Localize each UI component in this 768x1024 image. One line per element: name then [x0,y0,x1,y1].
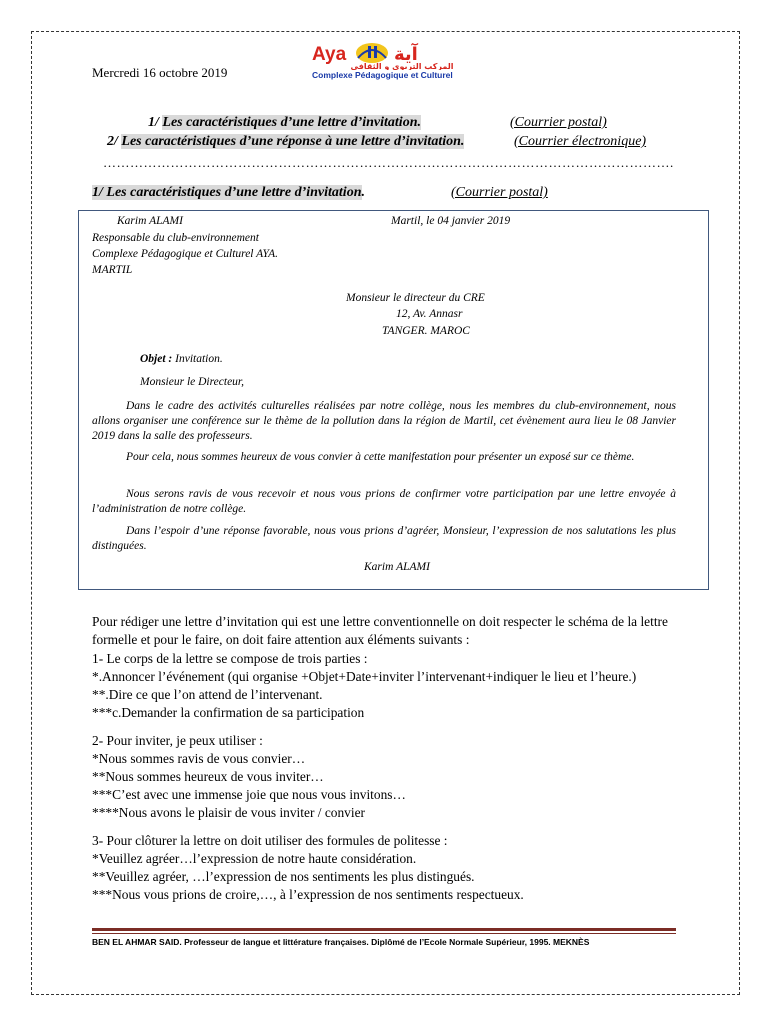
section-1-heading: 1/ Les caractéristiques d’une lettre d’invitation. [92,185,365,200]
dotted-separator: ………………………………………………………………………………………………………………. [103,155,674,170]
letter-recipient-address: 12, Av. Annasr [396,308,463,320]
list-item: **Veuillez agréer, …l’expression de nos sentiments les plus distingués. [92,869,475,884]
letter-salutation: Monsieur le Directeur, [140,376,245,388]
title-item-2-type: (Courrier électronique) [514,134,647,149]
letter-paragraph-4: Dans l’espoir d’une réponse favorable, nous vous prions d’agréer, Monsieur, l’expression de nos salutations les plus distinguées. [92,525,676,552]
list-item: 2- Pour inviter, je peux utiliser : [92,733,263,748]
list-item: *Nous sommes ravis de vous convier… [92,751,306,766]
list-item: *Veuillez agréer…l’expression de notre haute considération. [92,851,417,866]
letter-sender-name: Karim ALAMI [117,215,183,227]
explanation-group-1 [92,650,682,722]
title-item-1-type: (Courrier postal) [510,115,607,130]
list-item: *.Annoncer l’événement (qui organise +Objet+Date+inviter l’intervenant+indiquer le lieu et l’heure.) [92,669,637,684]
title-item-2-number: 2/ [107,134,118,149]
title-item-1-text: Les caractéristiques d’une lettre d’invitation. [162,115,421,130]
letter-signature: Karim ALAMI [364,561,430,573]
list-item: **.Dire ce que l’on attend de l’intervenant. [92,687,323,702]
title-item-2 [107,134,464,150]
section-1-heading-text: 1/ Les caractéristiques d’une lettre d’invitation [92,185,362,200]
letter-sender-org: Complexe Pédagogique et Culturel AYA. [92,248,279,260]
aya-logo-graphic [312,40,462,70]
list-item: 1- Le corps de la lettre se compose de trois parties : [92,651,368,666]
list-item: **Nous sommes heureux de vous inviter… [92,769,324,784]
list-item: ****Nous avons le plaisir de vous inviter / convier [92,805,365,820]
title-item-1-number: 1/ [148,115,159,130]
letter-paragraph-2: Pour cela, nous sommes heureux de vous convier à cette manifestation pour présenter un exposé sur ce thème. [126,451,635,463]
footer-rule-thin [92,933,676,934]
explanation-group-2 [92,732,682,822]
letter-recipient-name: Monsieur le directeur du CRE [346,292,485,304]
letter-sender-role: Responsable du club-environnement [92,232,259,244]
list-item: ***C’est avec une immense joie que nous vous invitons… [92,787,406,802]
title-item-2-text: Les caractéristiques d’une réponse à une lettre d’invitation. [121,134,465,149]
list-item: 3- Pour clôturer la lettre on doit utiliser des formules de politesse : [92,833,448,848]
document-date: Mercredi 16 octobre 2019 [92,65,228,80]
explanation-intro: Pour rédiger une lettre d’invitation qui est une lettre conventionnelle on doit respecter le schéma de la lettre formelle et pour le faire, on doit faire attention aux éléments suivants : [92,614,668,647]
letter-recipient-city: TANGER. MAROC [382,325,470,337]
section-1-type: (Courrier postal) [451,185,548,200]
title-item-1 [148,115,421,131]
letter-object-value: Invitation. [175,353,223,365]
letter-paragraph-3: Nous serons ravis de vous recevoir et nous vous prions de confirmer votre participation par une lettre envoyée à l’administration de notre collège. [92,488,676,515]
list-item: ***c.Demander la confirmation de sa participation [92,705,365,720]
explanation-group-3 [92,832,682,904]
logo-subtitle: Complexe Pédagogique et Culturel [312,70,453,80]
logo-arabic-subtitle: المركب التربوي و الثقافي [350,62,454,70]
letter-paragraph-1: Dans le cadre des activités culturelles réalisées par notre collège, nous les membres du club-environnement, nous allons organiser une conférence sur le thème de la pollution dans la région de Martil, cet évènement aura lieu le 08 Janvier 2019 dans la salle des professeurs. [92,400,676,442]
letter-object [140,353,223,365]
letter-place-date: Martil, le 04 janvier 2019 [391,215,511,227]
footer-author: BEN EL AHMAR SAID. Professeur de langue et littérature françaises. Diplômé de l’Ecole Normale Supérieur, 1995. MEKNÈS [92,937,590,947]
logo-arabic-text: آية [394,44,418,65]
letter-sender-city: MARTIL [92,264,133,276]
list-item: ***Nous vous prions de croire,…, à l’expression de nos sentiments respectueux. [92,887,524,902]
footer-rule-thick [92,928,676,931]
letter-object-label: Objet : [140,353,173,365]
logo-latin-text: Aya [312,44,347,65]
